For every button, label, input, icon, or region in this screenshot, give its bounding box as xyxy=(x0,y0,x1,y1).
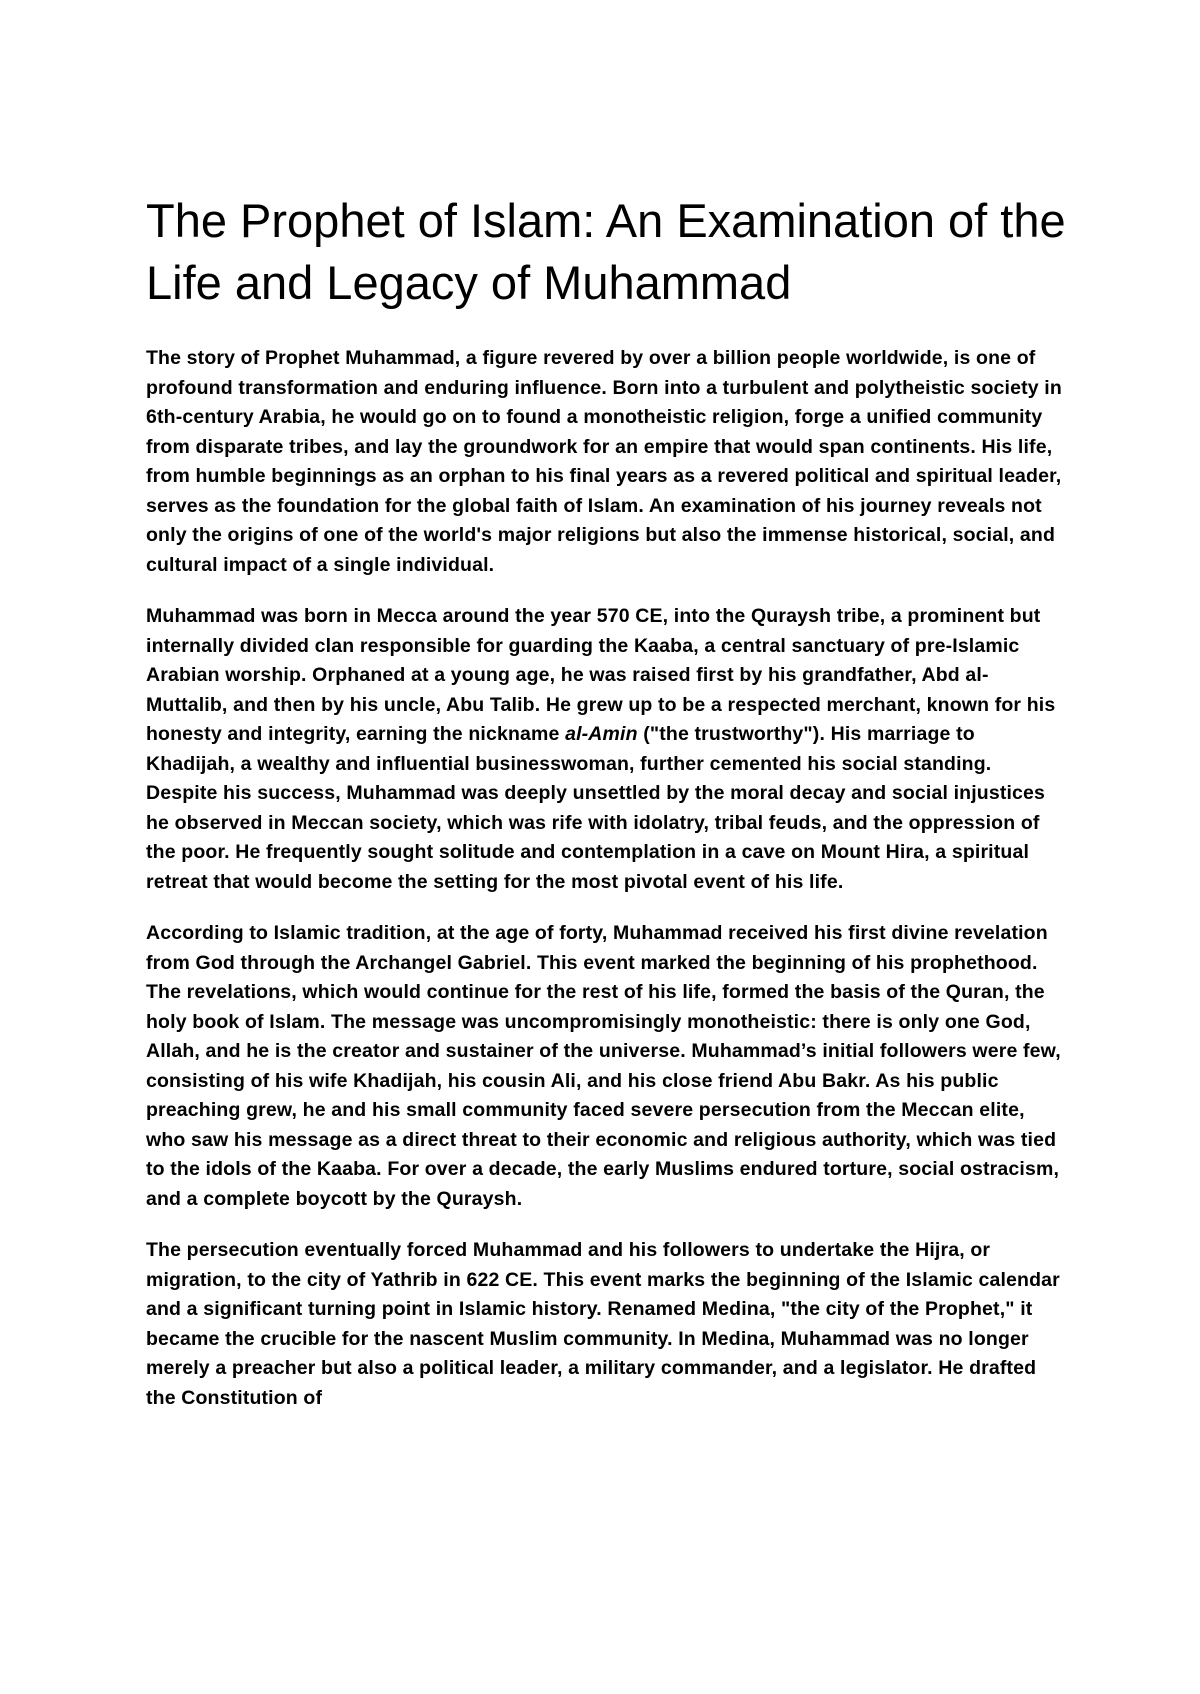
document-body xyxy=(146,190,1066,1435)
paragraph-revelation xyxy=(146,919,1066,1214)
paragraph-text-before-emphasis: Muhammad was born in Mecca around the year 570 CE, into the Quraysh tribe, a prominent but internally divided clan responsible for guarding the Kaaba, a central sanctuary of pre-Islamic Arabian worship. Orphaned at a young age, he was raised first by his grandfather, Abd al-Muttalib, and then by his uncle, Abu Talib. He grew up to be a respected merchant, known for his honesty and integrity, earning the nickname xyxy=(146,605,1056,745)
paragraph-text: The persecution eventually forced Muhammad and his followers to undertake the Hijra, or migration, to the city of Yathrib in 622 CE. This event marks the beginning of the Islamic calendar and a significant turning point in Islamic history. Renamed Medina, "the city of the Prophet," it became the crucible for the nascent Muslim community. In Medina, Muhammad was no longer merely a preacher but also a political leader, a military commander, and a legislator. He drafted the Constitution of xyxy=(146,1239,1060,1409)
emphasized-nickname: al-Amin xyxy=(565,723,638,745)
paragraph-text: The story of Prophet Muhammad, a figure revered by over a billion people worldwide, is one of profound transformation and enduring influence. Born into a turbulent and polytheistic society in 6th-century Arabia, he would go on to found a monotheistic religion, forge a unified community from disparate tribes, and lay the groundwork for an empire that would span continents. His life, from humble beginnings as an orphan to his final years as a revered political and spiritual leader, serves as the foundation for the global faith of Islam. An examination of his journey reveals not only the origins of one of the world's major religions but also the immense historical, social, and cultural impact of a single individual. xyxy=(146,347,1062,576)
paragraph-early-life xyxy=(146,602,1066,897)
paragraph-text: According to Islamic tradition, at the age of forty, Muhammad received his first divine revelation from God through the Archangel Gabriel. This event marked the beginning of his prophethood. The revelations, which would continue for the rest of his life, formed the basis of the Quran, the holy book of Islam. The message was uncompromisingly monotheistic: there is only one God, Allah, and he is the creator and sustainer of the universe. Muhammad’s initial followers were few, consisting of his wife Khadijah, his cousin Ali, and his close friend Abu Bakr. As his public preaching grew, he and his small community faced severe persecution from the Meccan elite, who saw his message as a direct threat to their economic and religious authority, which was tied to the idols of the Kaaba. For over a decade, the early Muslims endured torture, social ostracism, and a complete boycott by the Quraysh. xyxy=(146,922,1061,1210)
document-title: The Prophet of Islam: An Examination of the Life and Legacy of Muhammad xyxy=(146,194,1066,309)
paragraph-introduction xyxy=(146,344,1066,580)
paragraph-text-after-emphasis: ("the trustworthy"). His marriage to Khadijah, a wealthy and influential businesswoman, further cemented his social standing. Despite his success, Muhammad was deeply unsettled by the moral decay and social injustices he observed in Meccan society, which was rife with idolatry, tribal feuds, and the oppression of the poor. He frequently sought solitude and contemplation in a cave on Mount Hira, a spiritual retreat that would become the setting for the most pivotal event of his life. xyxy=(146,723,1046,893)
paragraph-hijra xyxy=(146,1236,1066,1413)
